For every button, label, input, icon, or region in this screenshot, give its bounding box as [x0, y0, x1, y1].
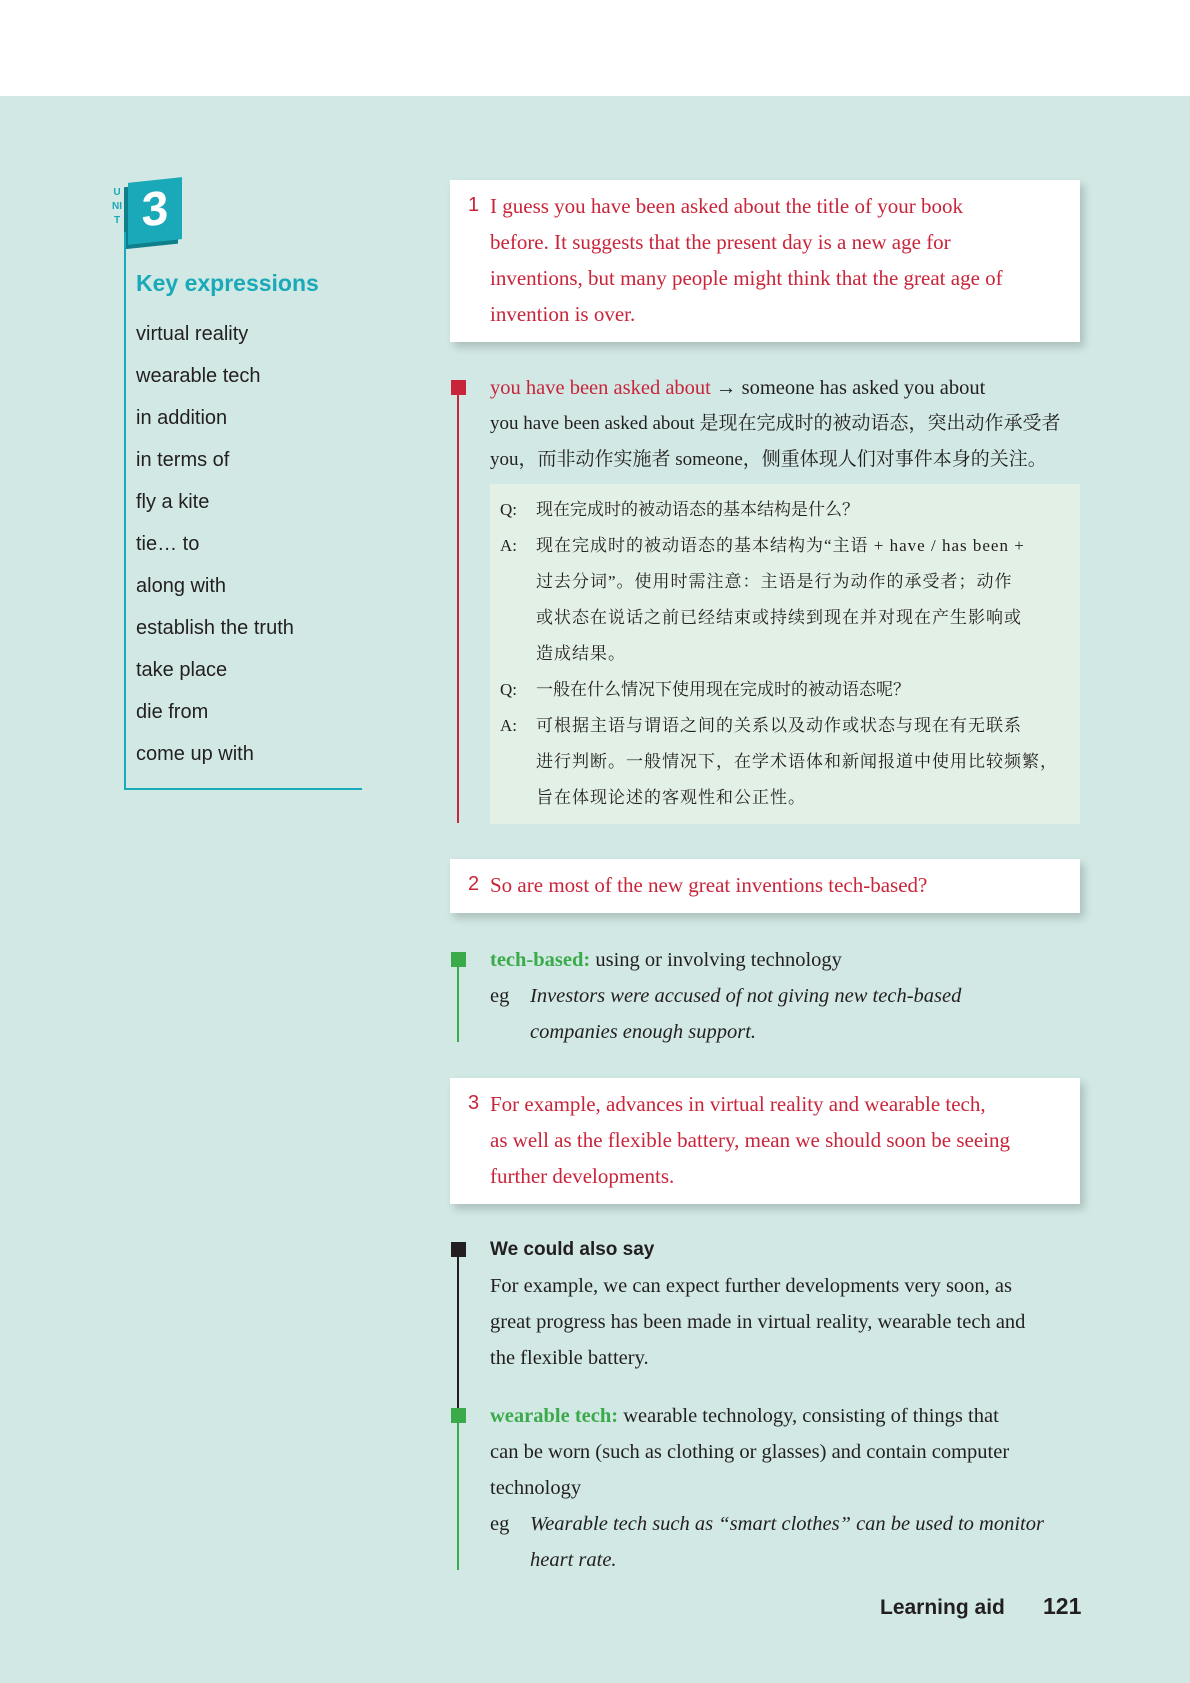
note-definition-line: can be worn (such as clothing or glasses) and contain computer [490, 1441, 1010, 1463]
a-line: 旨在体现论述的客观性和公正性。 [536, 788, 806, 807]
qa-answer [536, 528, 1025, 672]
sentence-line: as well as the flexible battery, mean we should soon be seeing [490, 1128, 1010, 1152]
sentence-text [490, 188, 1050, 332]
sentence-number: 1 [468, 194, 480, 216]
sentence-text: So are most of the new great inventions tech-based? [490, 873, 928, 897]
unit-number-badge: 3 [128, 177, 182, 245]
note-paraphrase: → someone has asked you about [710, 377, 986, 399]
alternative-sentence [490, 1268, 1080, 1376]
key-expression-item: take place [136, 659, 228, 681]
key-expression-item: fly a kite [136, 491, 210, 513]
key-expression-item: in addition [136, 407, 228, 429]
qa-question [500, 672, 910, 708]
sentence-line: before. It suggests that the present day is a new age for [490, 230, 951, 254]
note-rule-red [457, 388, 459, 823]
qa-answer-label [500, 528, 536, 564]
example-line: Wearable tech such as “smart clothes” can be used to monitor [530, 1513, 1044, 1535]
we-could-also-say-title: We could also say [490, 1239, 655, 1260]
note-term: tech-based: [490, 949, 591, 971]
note-explanation-line: you have been asked about 是现在完成时的被动语态，突出动作承受者 [490, 413, 1061, 434]
page-number: 121 [1043, 1593, 1082, 1619]
a-line: 进行判断。一般情况下，在学术语体和新闻报道中使用比较频繁， [536, 752, 1058, 771]
sentence-line: I guess you have been asked about the title of your book [490, 194, 963, 218]
key-expression-item: virtual reality [136, 323, 249, 345]
sentence-line: invention is over. [490, 302, 636, 326]
key-expression-item: wearable tech [136, 365, 261, 387]
note-definition: using or involving technology [590, 949, 842, 971]
key-expression-item: in terms of [136, 449, 230, 471]
sentence-line: For example, advances in virtual reality and wearable tech, [490, 1092, 986, 1116]
note-definition: wearable technology, consisting of things that [618, 1405, 999, 1427]
example-label: eg [490, 1513, 510, 1535]
key-expression-item: come up with [136, 743, 254, 765]
a-label: A: [500, 536, 517, 555]
sentence-card-2 [450, 859, 1080, 913]
key-expression-item: die from [136, 701, 209, 723]
example-line: heart rate. [530, 1549, 617, 1571]
alternative-line: great progress has been made in virtual reality, wearable tech and [490, 1311, 1026, 1333]
sidebar-rule [124, 232, 126, 790]
a-line: 造成结果。 [536, 644, 626, 663]
q-text: 一般在什么情况下使用现在完成时的被动语态呢？ [536, 680, 910, 699]
sentence-line: further developments. [490, 1164, 675, 1188]
example-line: companies enough support. [530, 1021, 757, 1043]
a-line: 或状态在说话之前已经结束或持续到现在并对现在产生影响或 [536, 608, 1022, 627]
note-definition-line: technology [490, 1477, 582, 1499]
sentence-card-3 [450, 1078, 1080, 1204]
example-line: Investors were accused of not giving new tech-based [530, 985, 962, 1007]
qa-answer [536, 708, 1058, 816]
a-line: 过去分词”。使用时需注意：主语是行为动作的承受者；动作 [536, 572, 1013, 591]
sidebar-rule-bottom [124, 788, 362, 790]
example-label: eg [490, 985, 510, 1007]
key-expression-item: along with [136, 575, 227, 597]
sentence-line: inventions, but many people might think that the great age of [490, 266, 1003, 290]
note-rule-black [457, 1250, 459, 1408]
key-expression-item: establish the truth [136, 617, 294, 639]
note-wearable-tech [490, 1398, 1080, 1506]
alternative-line: the flexible battery. [490, 1347, 649, 1369]
note-tech-based [490, 942, 1080, 978]
sentence-number: 2 [468, 873, 480, 895]
key-expression-item: tie… to [136, 533, 200, 555]
footer-section-label: Learning aid [880, 1596, 1005, 1619]
note-rule-green [457, 1416, 459, 1570]
note-term: wearable tech: [490, 1405, 619, 1427]
qa-answer-label [500, 708, 536, 744]
q-label: Q: [500, 680, 517, 699]
a-line: 现在完成时的被动语态的基本结构为“主语 + have / has been + [536, 536, 1025, 555]
note-phrase: you have been asked about [490, 377, 711, 399]
sentence-card-1 [450, 180, 1080, 342]
qa-question [500, 492, 859, 528]
qa-box [490, 484, 1080, 824]
note-explanation-line: you，而非动作实施者 someone，侧重体现人们对事件本身的关注。 [490, 449, 1047, 470]
sentence-number: 3 [468, 1092, 480, 1114]
sentence-text [490, 1086, 1050, 1194]
key-expressions-title: Key expressions [136, 270, 319, 296]
q-label: Q: [500, 500, 517, 519]
a-line: 可根据主语与谓语之间的关系以及动作或状态与现在有无联系 [536, 716, 1022, 735]
q-text: 现在完成时的被动语态的基本结构是什么？ [536, 500, 859, 519]
note-rule-green [457, 960, 459, 1042]
example-sentence [530, 978, 961, 1050]
example-sentence [530, 1506, 1044, 1578]
unit-label: UNIT [112, 187, 122, 226]
alternative-line: For example, we can expect further developments very soon, as [490, 1275, 1012, 1297]
a-label: A: [500, 716, 517, 735]
note-passive-voice [490, 370, 1080, 478]
key-expressions-list [136, 318, 294, 780]
